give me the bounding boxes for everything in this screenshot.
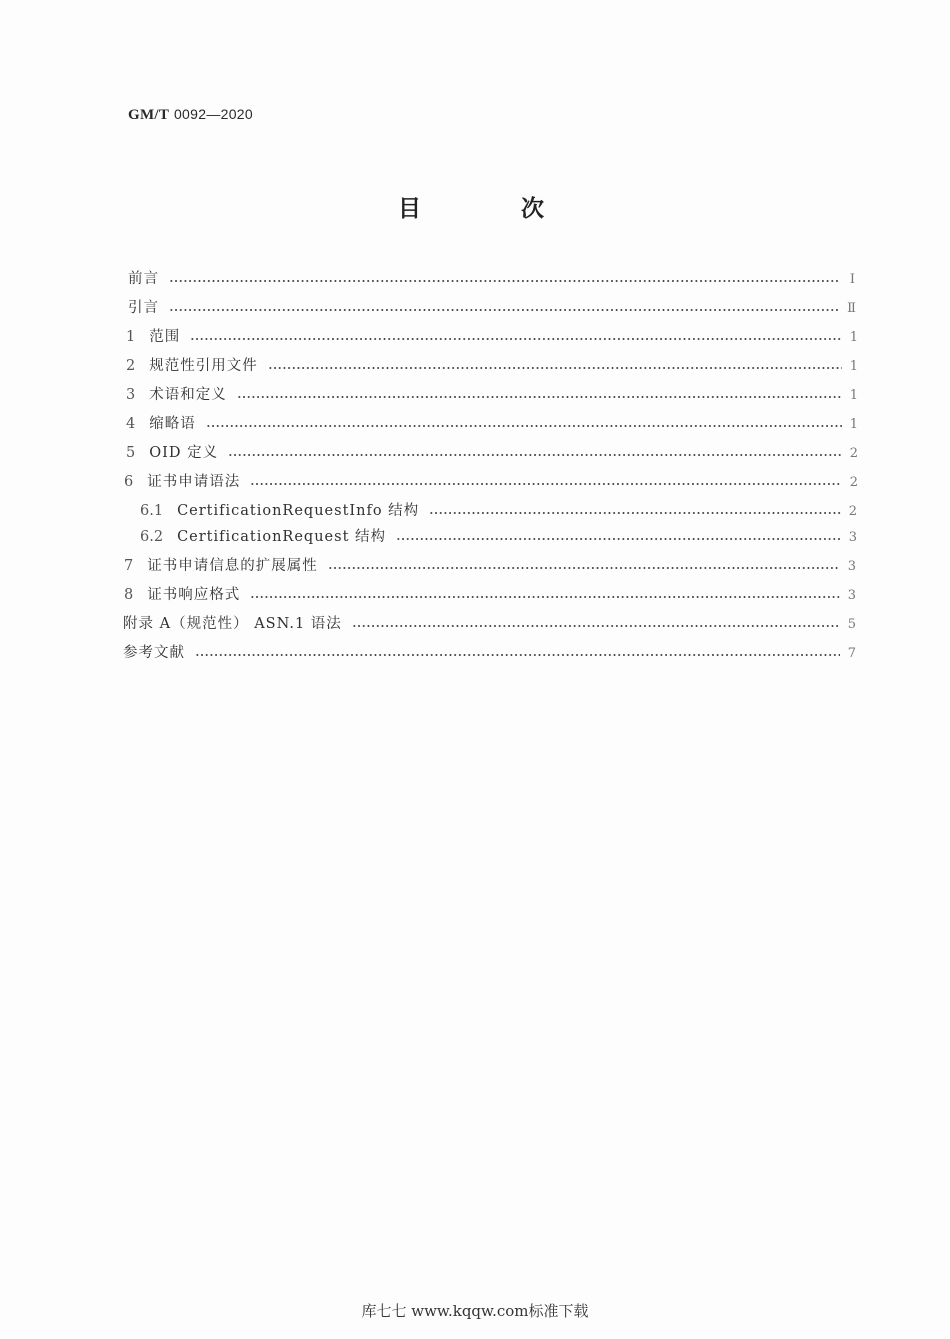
toc-leader-dots: [228, 454, 842, 456]
toc-entry-page: 1: [849, 330, 858, 345]
toc-entry-title: 术语和定义: [149, 387, 227, 403]
toc-entry[interactable]: [126, 354, 858, 376]
toc-entry[interactable]: [128, 296, 856, 318]
toc-entry-number: 3: [126, 387, 136, 403]
toc-entry-title: 规范性引用文件: [149, 358, 258, 374]
toc-entry[interactable]: [124, 470, 858, 492]
toc-entry-number: 6: [124, 474, 134, 490]
toc-entry[interactable]: [123, 612, 856, 634]
toc-entry-title: 附录 A（规范性） ASN.1 语法: [123, 616, 342, 632]
toc-entry[interactable]: [126, 383, 858, 405]
toc-entry-number: 6.1: [140, 503, 164, 519]
toc-entry-page: 5: [847, 617, 856, 632]
toc-entry-title: 证书申请语法: [147, 474, 241, 490]
toc-entry[interactable]: [126, 412, 858, 434]
toc-entry-title: OID 定义: [149, 445, 219, 461]
toc-leader-dots: [429, 512, 841, 514]
standard-prefix: GM/T: [128, 107, 170, 123]
toc-entry[interactable]: [140, 525, 857, 547]
toc-entry-label: [124, 470, 240, 491]
toc-entry-title: 范围: [149, 329, 181, 345]
toc-entry-label: [126, 412, 196, 433]
toc-entry-label: [140, 525, 386, 546]
toc-entry[interactable]: [124, 554, 856, 576]
toc-leader-dots: [237, 396, 842, 398]
toc-entry-label: [126, 325, 180, 346]
toc-entry-page: 3: [848, 530, 857, 545]
toc-entry-label: [123, 641, 185, 662]
toc-leader-dots: [206, 425, 842, 427]
toc-entry[interactable]: [126, 441, 858, 463]
toc-entry-page: 2: [848, 504, 857, 519]
toc-entry-title: 证书响应格式: [147, 587, 241, 603]
toc-entry-number: 1: [126, 329, 136, 345]
toc-entry-title: 参考文献: [123, 645, 185, 661]
toc-entry-page: 2: [849, 446, 858, 461]
toc-entry-title: 证书申请信息的扩展属性: [147, 558, 318, 574]
toc-entry-page: 1: [849, 359, 858, 374]
toc-entry-number: 2: [126, 358, 136, 374]
toc-entry-label: [140, 499, 419, 520]
toc-title: 目 次: [397, 196, 590, 222]
toc-leader-dots: [250, 483, 842, 485]
standard-number: 0092—2020: [173, 106, 253, 122]
toc-entry[interactable]: [124, 583, 856, 605]
toc-entry-number: 8: [124, 587, 134, 603]
toc-entry-label: [124, 583, 240, 604]
toc-entry-label: [123, 612, 342, 633]
toc-entry-label: [128, 267, 159, 288]
toc-entry-label: [126, 383, 227, 404]
toc-entry-page: 3: [847, 559, 856, 574]
standard-code: [128, 106, 253, 124]
toc-leader-dots: [190, 338, 842, 340]
toc-entry-title: CertificationRequest 结构: [177, 529, 387, 545]
toc-leader-dots: [268, 367, 842, 369]
toc-entry-label: [126, 441, 218, 462]
toc-entry-page: 2: [849, 475, 858, 490]
toc-leader-dots: [195, 654, 840, 656]
toc-entry[interactable]: [123, 641, 856, 663]
toc-leader-dots: [250, 596, 840, 598]
toc-entry[interactable]: [140, 499, 857, 521]
toc-leader-dots: [328, 567, 840, 569]
toc-leader-dots: [169, 309, 840, 311]
toc-entry[interactable]: [126, 325, 858, 347]
toc-entry-page: Ⅰ: [849, 272, 855, 287]
toc-entry-page: 1: [849, 417, 858, 432]
toc-entry-title: 前言: [128, 271, 159, 287]
toc-entry-number: 5: [126, 445, 136, 461]
toc-entry-label: [126, 354, 258, 375]
toc-entry-number: 4: [126, 416, 136, 432]
toc-entry-number: 6.2: [140, 529, 164, 545]
toc-leader-dots: [169, 280, 839, 282]
toc-entry-label: [124, 554, 318, 575]
toc-entry-label: [128, 296, 159, 317]
toc-leader-dots: [352, 625, 840, 627]
toc-entry-page: 3: [847, 588, 856, 603]
toc-entry-number: 7: [124, 558, 134, 574]
toc-entry[interactable]: [128, 267, 855, 289]
footer-watermark: 库七七 www.kqqw.com标准下载: [361, 1302, 589, 1320]
toc-entry-title: CertificationRequestInfo 结构: [177, 503, 420, 519]
toc-leader-dots: [396, 538, 841, 540]
toc-entry-page: Ⅱ: [847, 301, 856, 316]
toc-entry-page: 1: [849, 388, 858, 403]
toc-entry-title: 缩略语: [149, 416, 196, 432]
toc-entry-page: 7: [847, 646, 856, 661]
toc-entry-title: 引言: [128, 300, 159, 316]
